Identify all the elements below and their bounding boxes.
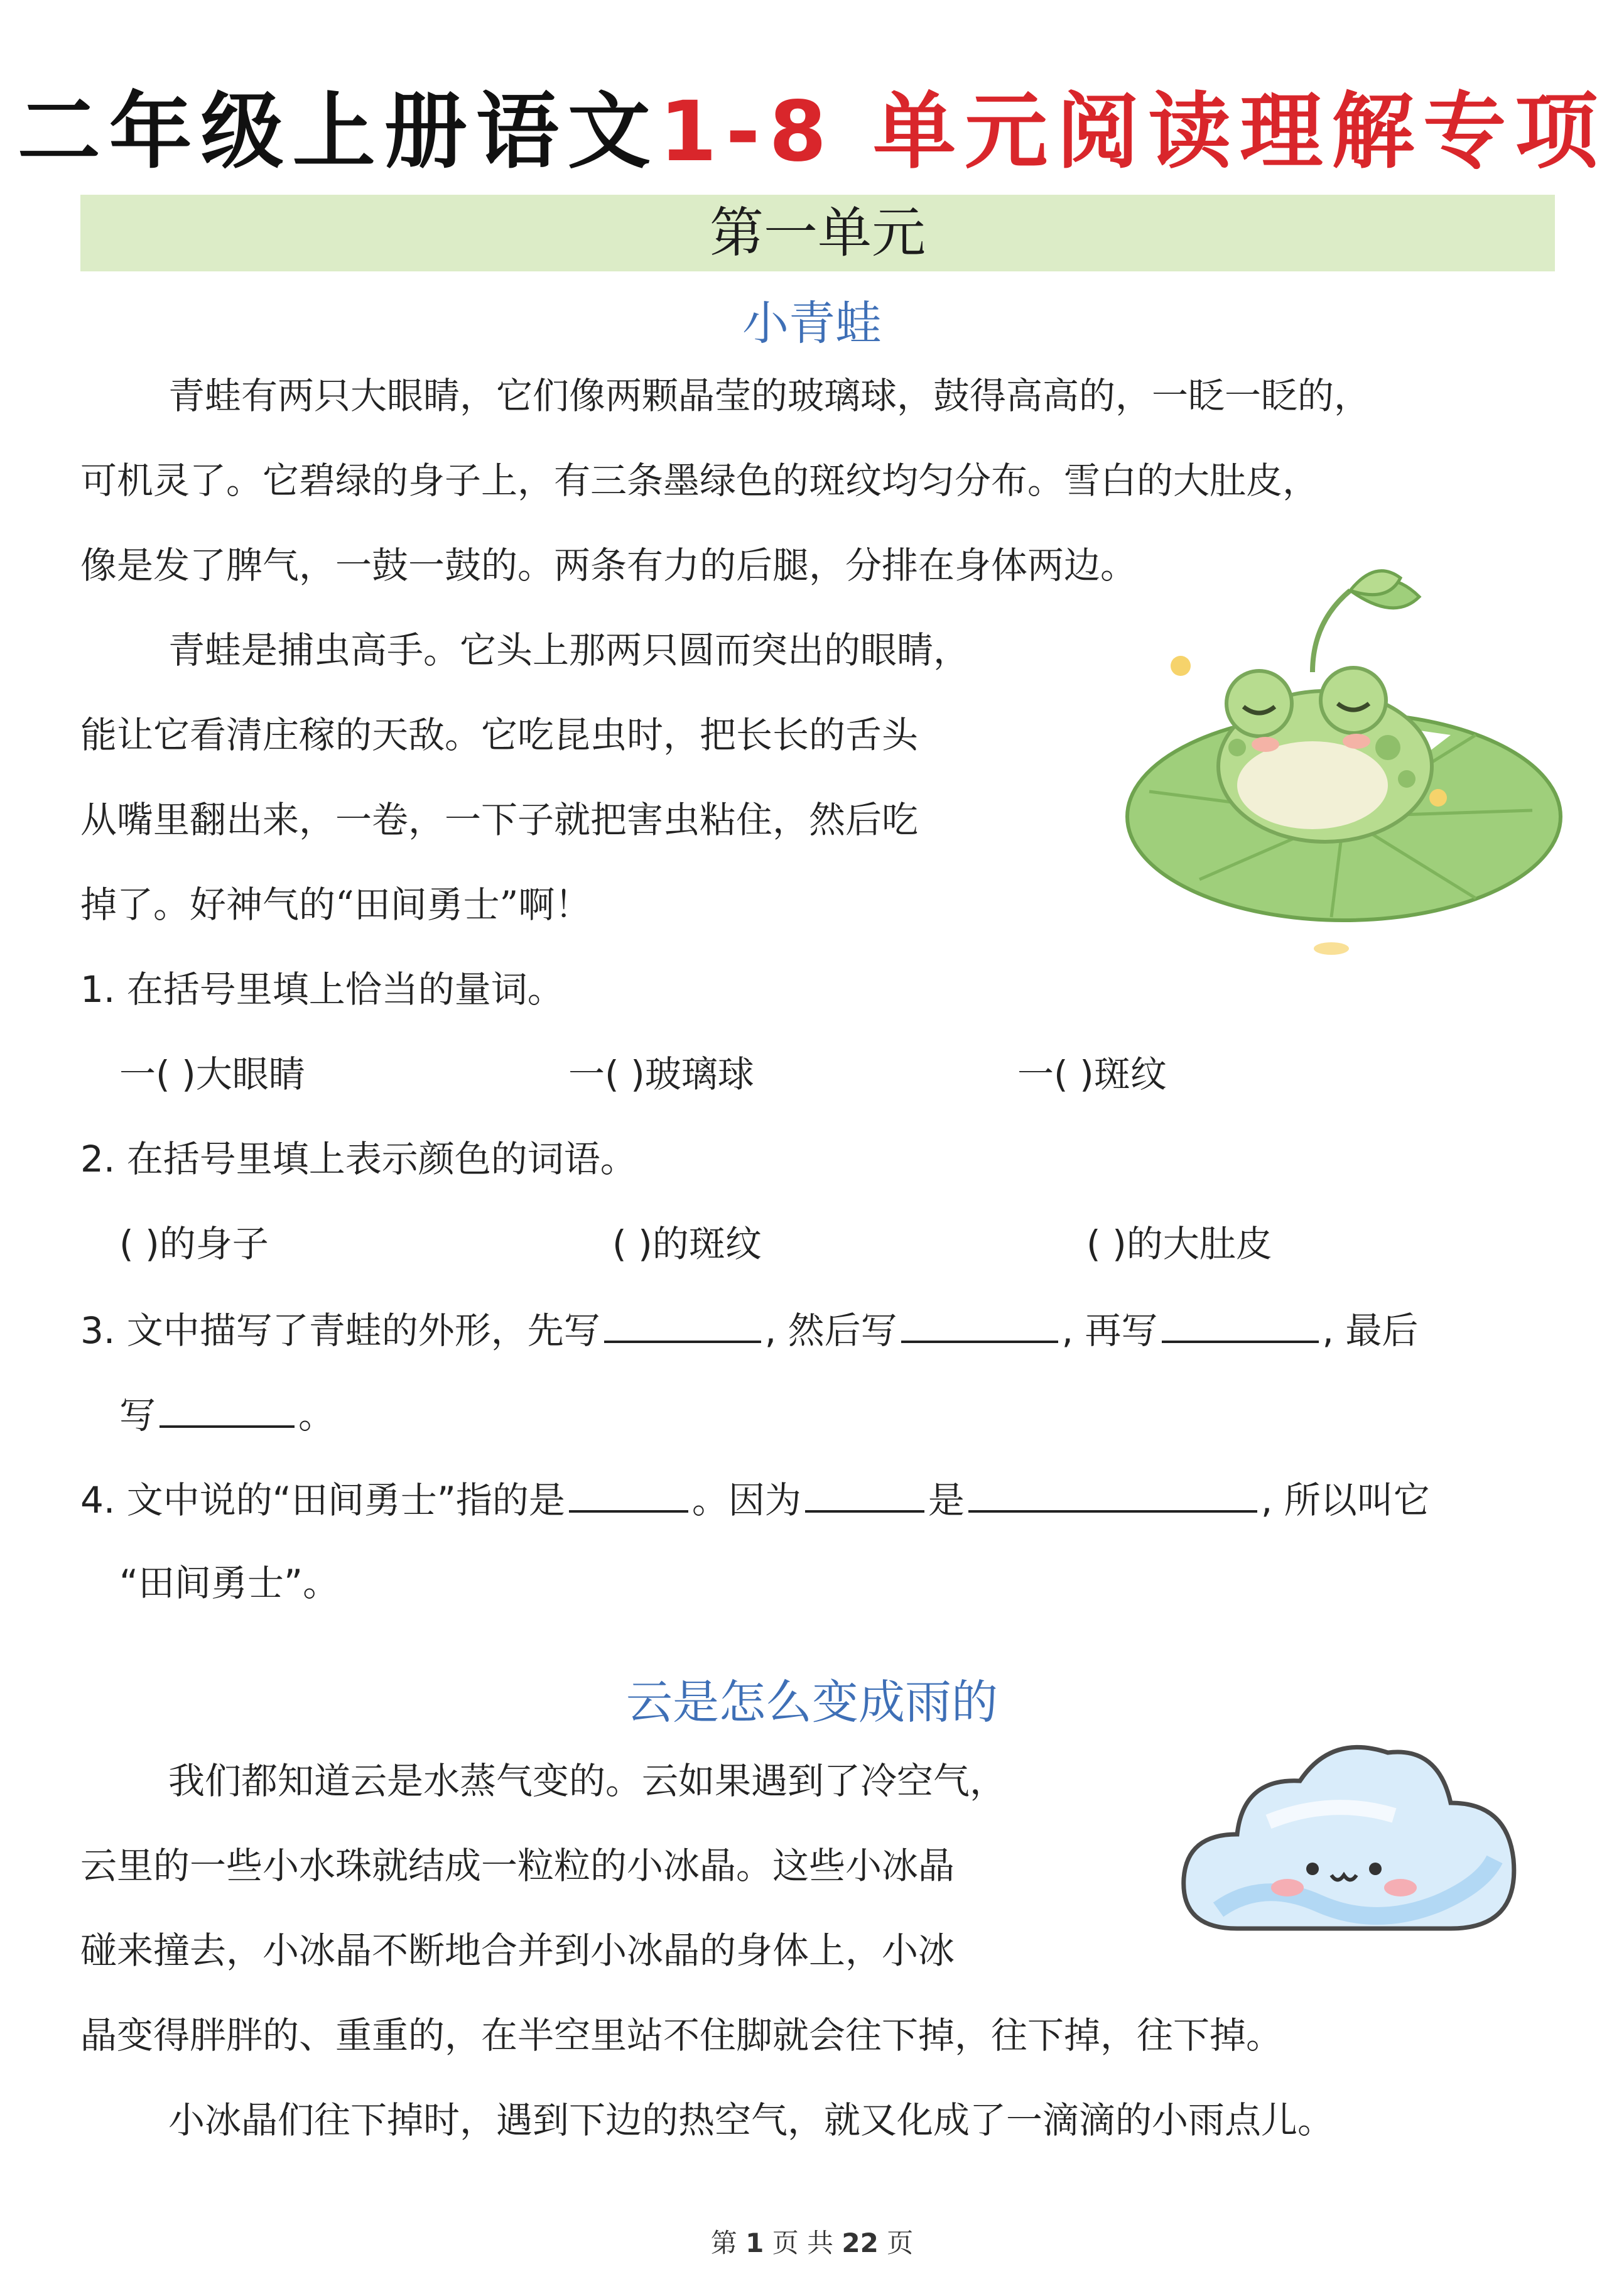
question-3-blank-3[interactable] [1162,1300,1319,1343]
question-4-text-c: 是 [928,1479,965,1521]
article2-line-1: 我们都知道云是水蒸气变的。云如果遇到了冷空气， [168,1760,1007,1802]
question-4-blank-2[interactable] [805,1470,924,1513]
article-title-cloud: 云是怎么变成雨的 [626,1675,998,1729]
question-3-text-f: 。 [298,1394,335,1437]
article2-line-5: 小冰晶们往下掉时，遇到下边的热空气，就又化成了一滴滴的小雨点儿。 [168,2099,1334,2141]
article1-line-5: 能让它看清庄稼的天敌。它吃昆虫时，把长长的舌头 [80,714,919,756]
question-2: 2. 在括号里填上表示颜色的词语。 [80,1138,637,1180]
article1-line-3: 像是发了脾气，一鼓一鼓的。两条有力的后腿，分排在身体两边。 [80,544,1137,587]
footer-total-pages: 22 [842,2228,879,2258]
smiling-cloud-icon [1168,1721,1532,1960]
article-title-frog: 小青蛙 [742,297,882,351]
question-4 [80,1470,1430,1528]
question-2-item-2[interactable]: ( )的斑纹 [612,1222,762,1265]
question-4-text-b: 。因为 [691,1479,801,1521]
article2-line-3: 碰来撞去，小冰晶不断地合并到小冰晶的身体上，小冰 [80,1929,955,1972]
question-2-answers [119,1216,1564,1272]
question-1-item-2[interactable]: 一( )玻璃球 [568,1053,754,1096]
footer-suffix: 页 [887,2228,914,2258]
question-3-blank-2[interactable] [901,1300,1058,1343]
question-1-item-3[interactable]: 一( )斑纹 [1017,1053,1167,1096]
footer-page-number: 1 [745,2228,764,2258]
unit-heading-bar [80,195,1555,271]
unit-heading: 第一单元 [710,202,926,264]
page-title-black: 二年级上册语文 [17,84,659,180]
question-4-text-d: , 所以叫它 [1260,1479,1430,1521]
article1-line-1: 青蛙有两只大眼睛，它们像两颗晶莹的玻璃球，鼓得高高的，一眨一眨的， [168,374,1371,417]
question-3 [80,1300,1418,1359]
page-title-red: 1-8 单元阅读理解专项 [659,84,1607,180]
question-2-item-3[interactable]: ( )的大肚皮 [1086,1222,1272,1265]
article1-line-2: 可机灵了。它碧绿的身子上，有三条墨绿色的斑纹均匀分布。雪白的大肚皮， [80,459,1319,502]
question-1-answers [119,1046,1564,1102]
article2-line-4: 晶变得胖胖的、重重的，在半空里站不住脚就会往下掉，往下掉，往下掉。 [80,2014,1283,2057]
question-2-item-1[interactable]: ( )的身子 [119,1222,269,1265]
footer-mid: 页 共 [772,2228,834,2258]
question-3-text-e: 写 [119,1394,156,1437]
article1-line-7: 掉了。好神气的“田间勇士”啊！ [80,883,592,926]
frog-on-lily-pad-icon [1124,584,1564,961]
question-3-text-d: , 最后 [1322,1309,1419,1352]
question-3-text-b: , 然后写 [764,1309,897,1352]
question-3-text-c: , 再写 [1061,1309,1158,1352]
article1-line-4: 青蛙是捕虫高手。它头上那两只圆而突出的眼睛， [168,629,970,672]
question-1-item-1[interactable]: 一( )大眼睛 [119,1053,305,1096]
question-3-continued [119,1385,335,1444]
question-1: 1. 在括号里填上恰当的量词。 [80,968,564,1011]
question-4-blank-3[interactable] [968,1470,1257,1513]
question-3-blank-1[interactable] [604,1300,761,1343]
question-3-text-a: 3. 文中描写了青蛙的外形，先写 [80,1309,600,1352]
question-3-blank-4[interactable] [160,1385,295,1428]
page-footer [0,2223,1624,2260]
page-title [0,75,1624,188]
question-4-text-a: 4. 文中说的“田间勇士”指的是 [80,1479,565,1521]
article2-line-2: 云里的一些小水珠就结成一粒粒的小冰晶。这些小冰晶 [80,1844,955,1887]
article1-line-6: 从嘴里翻出来，一卷，一下子就把害虫粘住，然后吃 [80,798,919,841]
question-4-blank-1[interactable] [569,1470,688,1513]
footer-prefix: 第 [710,2228,737,2258]
question-4-continued: “田间勇士”。 [119,1562,340,1604]
